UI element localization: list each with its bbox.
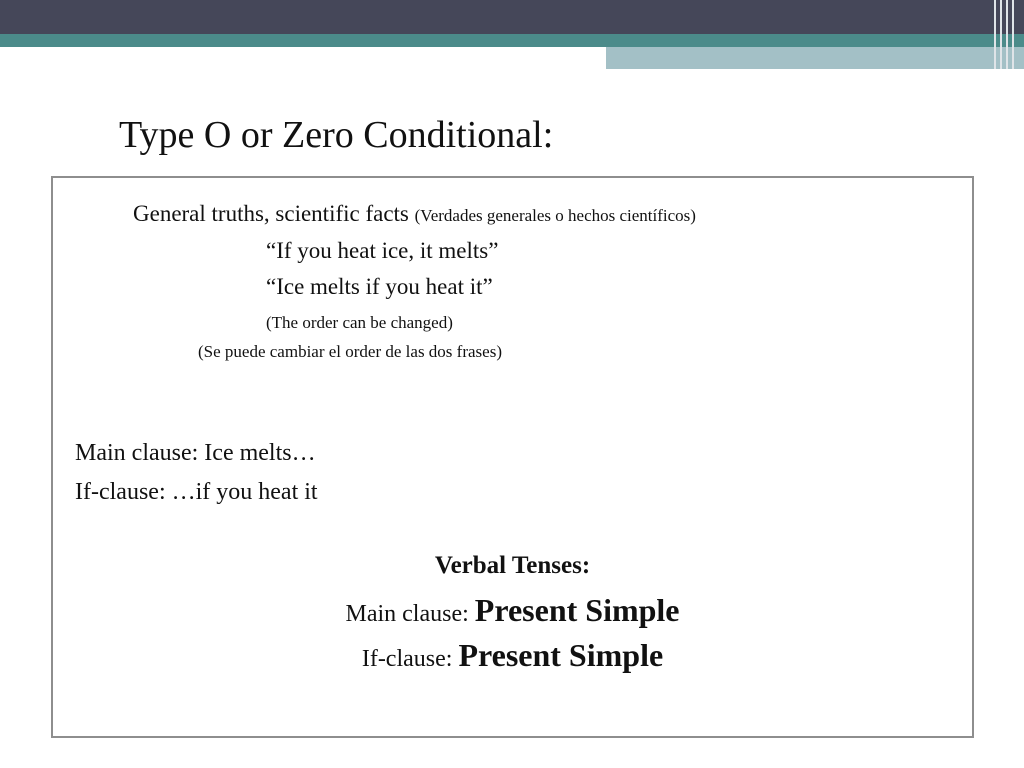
main-clause-line: Main clause: Ice melts… (75, 440, 316, 466)
example-sentence-1: “If you heat ice, it melts” (266, 238, 499, 263)
tense-main-clause (53, 588, 972, 636)
tense-main-label: Main clause: (345, 601, 469, 627)
general-truths-text: General truths, scientific facts (133, 201, 409, 226)
tense-if-label: If-clause: (361, 646, 453, 672)
example-sentence-2: “Ice melts if you heat it” (266, 274, 493, 299)
verbal-tenses-heading: Verbal Tenses: (434, 552, 591, 579)
header-light-bar (606, 47, 1024, 69)
header-teal-bar (0, 34, 1024, 47)
tense-if-clause (53, 633, 972, 681)
if-clause-line: If-clause: …if you heat it (75, 479, 318, 505)
header-dark-bar (0, 0, 1024, 34)
general-truths-line (133, 197, 696, 233)
slide-title: Type O or Zero Conditional: (119, 114, 554, 156)
order-note-english: (The order can be changed) (266, 313, 453, 332)
general-truths-translation: (Verdades generales o hechos científicos) (414, 206, 696, 225)
tense-if-value: Present Simple (458, 637, 664, 673)
order-note-spanish: (Se puede cambiar el order de las dos frases) (198, 342, 502, 361)
header-stripes (990, 0, 1024, 69)
tense-main-value: Present Simple (474, 592, 680, 628)
content-box (51, 176, 974, 738)
